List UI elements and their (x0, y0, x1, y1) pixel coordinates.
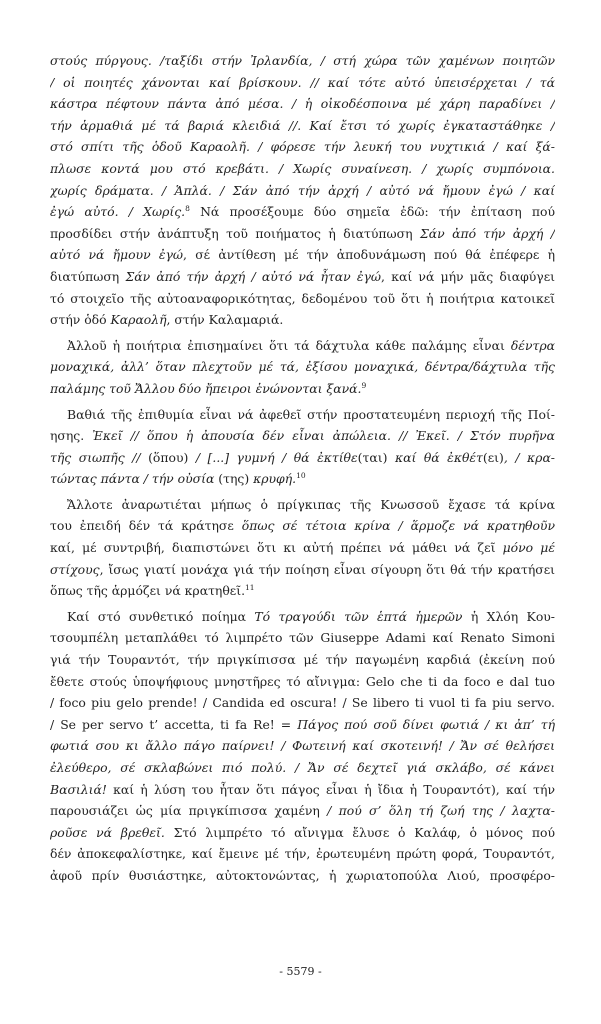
text-run: ησης. (50, 428, 93, 444)
text-run: (ται) (357, 449, 395, 465)
text-run: Ἄλλοτε ἀναρωτιέται μήπως ὁ πρίγκιπας τῆς Κνωσσοῦ ἔχασε τά κρίνα (67, 496, 555, 512)
text-run: / foco piu gelo prende! / Candida ed oscura! / Se libero ti vuol ti fa piu servo. (50, 695, 555, 711)
text-line (50, 266, 555, 288)
text-run: ἡ Χλόη Κου- (462, 608, 555, 624)
text-run: (ει) (482, 449, 504, 465)
text-line (50, 537, 555, 559)
text-line (50, 404, 555, 426)
text-line (50, 201, 555, 223)
text-line (50, 671, 555, 693)
text-line (50, 425, 555, 447)
text-run: δέν ἀποκεφαλίστηκε, καί ἔμεινε μέ τήν, ἐρωτευμένη πρώτη φορά, Τουραντότ, (50, 846, 555, 862)
text-line (50, 515, 555, 537)
text-line (50, 800, 555, 822)
text-line (50, 72, 555, 94)
text-run: παρουσιάζει ὡς μία πριγκίπισσα χαμένη (50, 803, 328, 819)
footnote-marker: 10 (296, 471, 306, 481)
italic-text: μόνο μέ (502, 540, 555, 556)
body-text (50, 50, 555, 887)
text-run: Ἀλλοῦ ἡ ποιήτρια ἐπισημαίνει ὅτι τά δάχτυλα κάθε παλάμης εἶναι (67, 337, 511, 353)
italic-text: φωτιά σου κι ἄλλο πάγο παίρνει! / Φωτεινή καί σκοτεινή! / Ἄν σέ θελήσει (50, 738, 555, 754)
italic-text: ὅπως σέ τέτοια κρίνα / ἅρμοζε νά κρατηθοῦν (241, 518, 555, 534)
italic-text: Τό τραγούδι τῶν ἑπτά ἡμερῶν (254, 608, 463, 624)
text-run: τσουμπέλη μεταπλάθει τό λιμπρέτο τῶν Giuseppe Adami καί Renato Simoni (50, 630, 555, 646)
text-line (50, 223, 555, 245)
italic-text: Πάγος πού σοῦ δίνει φωτιά / κι ἀπ’ τή (297, 716, 555, 732)
italic-text: Ἐκεῖ // ὅπου ἡ ἀπουσία δέν εἶναι ἀπώλεια. // Ἐκεῖ. / Στόν πυρῆνα (92, 428, 555, 444)
text-run: του ἐπειδή δέν τά κράτησε (50, 518, 242, 534)
italic-text: πλωσε κοντά μου στό κρεβάτι. / Χωρίς συναίνεση. / χωρίς συμπόνοια. (50, 160, 555, 176)
italic-text: τώντας πάντα / τήν οὐσία (50, 471, 215, 487)
footnote-marker: 9 (361, 380, 367, 390)
text-run: ἔθετε στούς ὑποψήφιους μνηστῆρες τό αἴνιγμα: Gelo che ti da foco e dal tuo (50, 673, 555, 689)
italic-text: παλάμης τοῦ Ἄλλου δύο ἤπειροι ἑνώνονται ξανά. (50, 380, 362, 396)
italic-text: αὐτό νά ἤμουν ἐγώ (50, 247, 184, 263)
italic-text: Βασιλιά! (50, 781, 107, 797)
text-run: Βαθιά τῆς ἐπιθυμία εἶναι νά ἀφεθεῖ στήν προστατευμένη περιοχή τῆς Ποί- (67, 406, 555, 422)
text-line (50, 692, 555, 714)
italic-text: ἐγώ αὐτό. / Χωρίς. (50, 204, 186, 220)
text-line (50, 288, 555, 310)
text-run: Στό λιμπρέτο τό αἴνιγμα ἔλυσε ὁ Καλάφ, ὁ μόνος πού (164, 824, 555, 840)
text-run: γιά τήν Τουραντότ, τήν πριγκίπισσα μέ τήν παγωμένη καρδιά (ἐκείνη πού (50, 652, 555, 668)
text-line (50, 735, 555, 757)
text-run: , ἴσως γιατί μονάχα γιά τήν ποίηση εἶναι σίγουρη ὅτι θά τήν κρατήσει (99, 561, 555, 577)
italic-text: καί θά ἐκθέτ (394, 449, 483, 465)
text-run: , καί νά μήν μᾶς διαφύγει (381, 268, 555, 284)
text-line (50, 865, 555, 887)
italic-text: μοναχικά, ἀλλ’ ὅταν πλεχτοῦν μέ τά, ἐξίσου μοναχικά, δέντρα/δάχτυλα τῆς (50, 359, 555, 375)
text-line (50, 468, 555, 490)
italic-text: τήν ἁρμαθιά μέ τά βαριά κλειδιά //. Καί ἔτσι τό χωρίς ἐγκαταστάθηκε / (50, 117, 555, 133)
text-line (50, 309, 555, 331)
italic-text: δέντρα (510, 337, 555, 353)
text-run: Νά προσέξουμε δύο σημεῖα ἐδῶ: τήν ἐπίταση πού (189, 204, 555, 220)
text-line (50, 843, 555, 865)
text-line (50, 779, 555, 801)
italic-text: , / κρα- (503, 449, 555, 465)
text-line (50, 158, 555, 180)
text-line (50, 50, 555, 72)
text-run: ὅπως τῆς ἁρμόζει νά κρατηθεῖ. (50, 583, 246, 599)
italic-text: ροῦσε νά βρεθεῖ. (50, 824, 165, 840)
text-run: στήν ὁδό (50, 312, 111, 328)
italic-text: στό σπίτι τῆς ὁδοῦ Καραολῆ. / φόρεσε τήν λευκή του νυχτικιά / καί ξά- (50, 139, 555, 155)
text-line (50, 757, 555, 779)
text-line (50, 244, 555, 266)
italic-text: κρυφή. (253, 471, 297, 487)
text-run: (ὅπου) (140, 449, 196, 465)
text-run: (της) (214, 471, 254, 487)
text-line (50, 580, 555, 602)
text-line (50, 559, 555, 581)
text-line (50, 93, 555, 115)
text-line (50, 356, 555, 378)
text-line (50, 335, 555, 357)
italic-text: / [...] γυμνή / θά ἐκτίθε (195, 449, 358, 465)
text-run: προσδίδει στήν ἀνάπτυξη τοῦ ποιήματος ἡ διατύπωση (50, 225, 420, 241)
text-run: / Se per servo t’ accetta, ti fa Re! = (50, 716, 298, 732)
italic-text: Σάν ἀπό τήν ἀρχή / (419, 225, 555, 241)
italic-text: στίχους (50, 561, 100, 577)
text-run: ἀφοῦ πρίν θυσιάστηκε, αὐτοκτονώντας, ἡ χωριατοπούλα Λιού, προσφέρο- (50, 867, 555, 883)
text-line (50, 627, 555, 649)
italic-text: / οἱ ποιητές χάνονται καί βρίσκουν. // καί τότε αὐτό ὑπεισέρχεται / τά (50, 74, 555, 90)
italic-text: Καραολῆ (110, 312, 167, 328)
text-run: καί, μέ συντριβή, διαπιστώνει ὅτι κι αὐτή πρέπει νά μάθει νά ζεῖ (50, 540, 503, 556)
text-line (50, 822, 555, 844)
text-line (50, 606, 555, 628)
footnote-marker: 11 (245, 583, 255, 593)
text-line (50, 447, 555, 469)
italic-text: κάστρα πέφτουν πάντα ἀπό μέσα. / ἡ οἰκοδέσποινα μέ χάρη παραδίνει / (50, 96, 555, 112)
text-line (50, 494, 555, 516)
text-run: , στήν Καλαμαριά. (166, 312, 284, 328)
italic-text: / πού σ’ ὅλη τή ζωή της / λαχτα- (327, 803, 555, 819)
italic-text: Σάν ἀπό τήν ἀρχή / αὐτό νά ἦταν ἐγώ (125, 268, 382, 284)
text-run: , σέ ἀντίθεση μέ τήν ἀποδυνάμωση πού θά ἐπέφερε ἡ (183, 247, 555, 263)
italic-text: τῆς σιωπῆς // (50, 449, 141, 465)
text-run: διατύπωση (50, 268, 126, 284)
footnote-marker: 8 (185, 204, 190, 214)
text-line (50, 180, 555, 202)
text-run: Καί στό συνθετικό ποίημα (67, 608, 255, 624)
italic-text: στούς πύργους. /ταξίδι στήν Ἰρλανδία, / στή χώρα τῶν χαμένων ποιητῶν (50, 53, 555, 68)
text-line (50, 136, 555, 158)
page-number: - 5579 - (279, 965, 322, 978)
text-line (50, 649, 555, 671)
text-run: τό στοιχεῖο τῆς αὐτοαναφορικότητας, δεδομένου τοῦ ὅτι ἡ ποιήτρια κατοικεῖ (50, 290, 555, 306)
italic-text: χωρίς δράματα. / Ἁπλά. / Σάν ἀπό τήν ἀρχή / αὐτό νά ἤμουν ἐγώ / καί (50, 182, 555, 198)
text-line (50, 378, 555, 400)
text-line (50, 714, 555, 736)
text-line (50, 115, 555, 137)
text-run: καί ἡ λύση του ἦταν ὅτι πάγος εἶναι ἡ ἴδια ἡ Τουραντότ), καί τήν (106, 781, 555, 797)
italic-text: ἐλεύθερο, σέ σκλαβώνει πιό πολύ. / Ἄν σέ δεχτεῖ γιά σκλάβο, σέ κάνει (50, 760, 555, 775)
